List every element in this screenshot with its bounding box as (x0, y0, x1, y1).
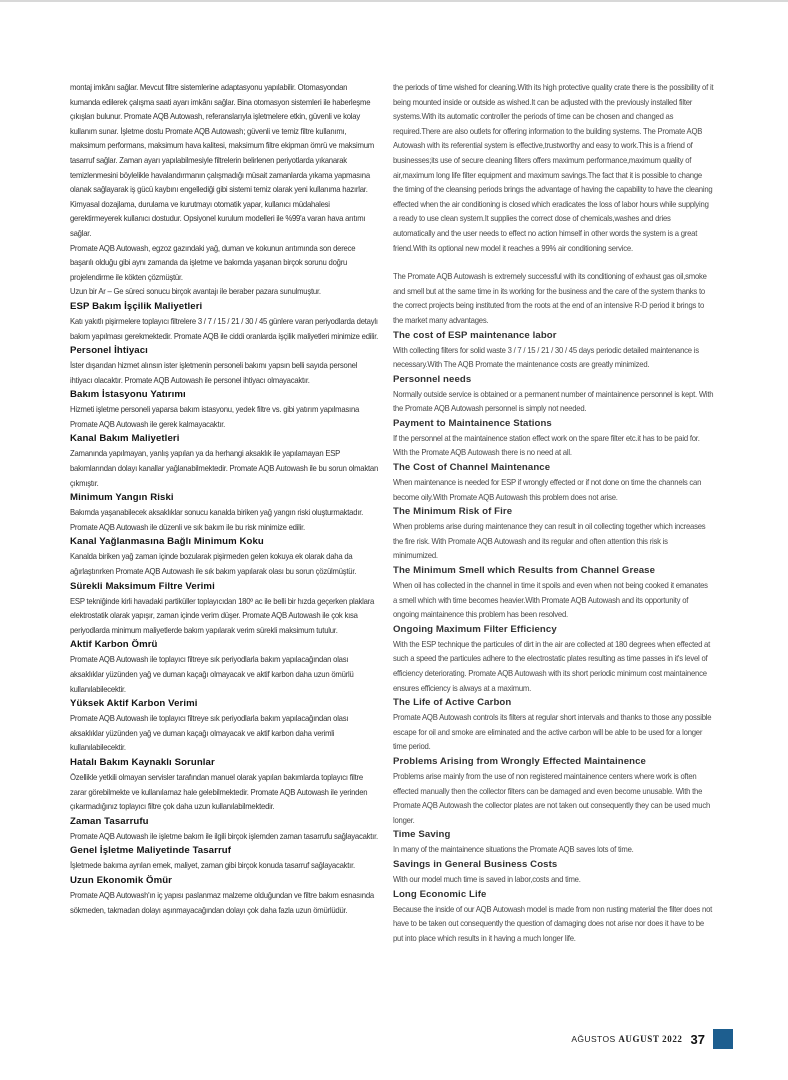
page-footer (571, 1029, 733, 1049)
section-text: İster dışarıdan hizmet alınsın ister işletmenin personeli bakımı yapsın belli sayıda personel ihtiyacı olacaktır. Promate AQB Autowash ile personel ihtiyacı olmayacaktır. (70, 360, 358, 385)
section-heading: Minimum Yangın Riski (70, 492, 174, 504)
section-text: Because the inside of our AQB Autowash model is made from non rusting material the filter does not have to be taken out consequently the question of damaging does not arise nor does it have to be put into place which results in it having a much longer life. (393, 903, 713, 943)
month-en: AUGUST 2022 (618, 1034, 683, 1044)
section-text: Promate AQB Autowash ile işletme bakım ile ilgili birçok işlemden zaman tasarrufu sağlayacaktır. (70, 830, 378, 841)
section-text: Promate AQB Autowash ile toplayıcı filtreye sık periyodlarla bakım yapılacağından olası aksaklıklar yüzünden yağ ve duman kaçağı olmayacak ve aktif karbon daha uzun ömürlü kullanılabilecektir. (70, 654, 354, 694)
section-heading: Aktif Karbon Ömrü (70, 639, 158, 651)
section-text: Özellikle yetkili olmayan servisler tarafından manuel olarak yapılan bakımlarda toplayıcı filtre zarar görebilmekte ve kullanılamaz hale gelebilmektedir. Promate AQB Autowash ile yerinden çıkarmadığınız toplayıcı filtre çok daha uzun kullanılabilmektedir. (70, 771, 368, 812)
left-paragraph-2: Promate AQB Autowash, egzoz gazındaki yağ, duman ve kokunun arıtımında son derece başarılı olduğu gibi aynı zamanda da işletme ve bakımda yaşanan birçok sorunu doğru projelendirme ile kökten çözmüştür. (70, 242, 356, 282)
section-text: With the ESP technique the particules of dirt in the air are collected at 180 degrees when effected at such a speed the particules adhere to the electrostatic plates resulting as time passes in it's level of efficiency deteriorating. Promate AQB Autowash with its short periodic minimum cost maintainence ensures efficiency is always at a maximum. (393, 638, 711, 693)
section-heading: The Cost of Channel Maintenance (393, 462, 551, 474)
top-border (0, 0, 788, 2)
section-text: Normally outside service is obtained or a permanent number of maintainence personnel is kept. With the Promate AQB Autowash personnel is simply not needed. (393, 388, 714, 414)
english-column (393, 80, 715, 945)
section-heading: ESP Bakım İşçilik Maliyetleri (70, 300, 203, 312)
section-text: İşletmede bakıma ayrılan emek, maliyet, zaman gibi birçok konuda tasarruf sağlayacaktır. (70, 860, 355, 871)
right-intro-paragraph: the periods of time wished for cleaning.With its high protective quality crate there is the possibility of it being mounted inside or outside as wished.It can be adjusted with the previously installed filter systems.With its automatic controller the periods of time can be chosen and changed as required.There are also outlets for offering information to the building systems. The Promate AQB Autowash with its referential system is effective,trustworthy and easy to work.This is a friend of businesses;its use of secure cleaning filters offers maximum performance,maximum quality of air,maximum long life filter equipment and maximum savings.The fact that it is possible to change the timing of the cleansing periods brings the advantage of having the capability to have the cleaning effected when the air conditioning is closed which eradicates the loss of labor hours while supplying a ready to use clean system.It supplies the correct dose of chemicals,washes and dries automatically and the user needs to effect no action himself in other words the system is a great friend.With its optional new model it reaches a 99% air conditioning service. (393, 82, 714, 253)
section-text: When oil has collected in the channel in time it spoils and even when not being cooked it emanates a smell which with time becomes heavier.With Promate AQB Autowash and its opportunity of ongoing maintainence this problem has been resolved. (393, 580, 708, 620)
section-heading: Yüksek Aktif Karbon Verimi (70, 698, 198, 710)
section-heading: Hatalı Bakım Kaynaklı Sorunlar (70, 756, 215, 768)
section-heading: Uzun Ekonomik Ömür (70, 874, 173, 886)
section-heading: Kanal Yağlanmasına Bağlı Minimum Koku (70, 536, 264, 548)
section-heading: Genel İşletme Maliyetinde Tasarruf (70, 845, 232, 857)
left-paragraph-3: Uzun bir Ar – Ge süreci sonucu birçok avantajı ile beraber pazara sunulmuştur. (70, 286, 321, 297)
section-text: Problems arise mainly from the use of non registered maintainence centers where work is often effected manually then the collector filters can be damaged and even become unusable. With the Promate AQB Autowash the collector plates are not taken out consequently they can be used much longer. (393, 770, 711, 825)
section-text: In many of the maintainence situations the Promate AQB saves lots of time. (393, 844, 634, 855)
paragraph-gap (393, 255, 715, 269)
section-text: Promate AQB Autowash controls its filters at regular short intervals and thanks to those any possible escape for oil and smoke are eliminated and the active carbon will be able to be used for a longer time period. (393, 712, 712, 752)
section-text: With our model much time is saved in labor,costs and time. (393, 873, 581, 884)
section-heading: Kanal Bakım Maliyetleri (70, 433, 180, 445)
section-heading: Long Economic Life (393, 888, 487, 900)
section-heading: Personnel needs (393, 373, 472, 385)
section-heading: Zaman Tasarrufu (70, 815, 149, 827)
left-intro-paragraph: montaj imkânı sağlar. Mevcut filtre sistemlerine adaptasyonu yapılabilir. Otomasyondan kumanda edilerek çalışma saati ayarı imkânı sağlar. Bina otomasyon sistemleri ile haberleşme çıkışları bulunur. Promate AQB Autowash, referanslarıyla işletmelere etkin, güvenli ve kolay kullanım sunar. İşletme dostu Promate AQB Autowash; güvenli ve temiz filtre kullanımı, maksimum performans, maksimum hava kalitesi, maksimum filtre ekipman ömrü ve maksimum tasarruf sağlar. Zaman ayarı yapılabilmesiyle filtrelerin belirlenen periyotlarda yıkanarak temizlenmesini böylelikle havalandırmanın çalışmadığı müsait zamanlarda yıkama yapmasına olanak sağlayarak iş gücü kaybını engellediği gibi sistemi temiz olarak yeni kullanıma hazırlar. Kimyasal dozajlama, durulama ve kurutmayı otomatik yapar, kullanıcı müdahalesi gerektirmeyerek kullanıcı dostudur. Opsiyonel kurulum modelleri ile %99'a varan hava arıtımı sağlar. (70, 82, 374, 238)
month-tr: AĞUSTOS (571, 1034, 616, 1044)
section-text: Bakımda yaşanabilecek aksaklıklar sonucu kanalda biriken yağ yangın riski oluşturmaktadır. Promate AQB Autowash ile düzenli ve sık bakım ile bu risk minimize edilir. (70, 507, 364, 532)
right-paragraph-2: The Promate AQB Autowash is extremely successful with its conditioning of exhaust gas oil,smoke and smell but at the same time in its working for the business and the care of the system thanks to the correct projects being instituted from the roots at the end of an intensive R-D period it brings to the market many advantages. (393, 271, 707, 325)
section-text: If the personnel at the maintainence station effect work on the spare filter etc.it has to be paid for. With the Promate AQB Autowash there is no need at all. (393, 432, 700, 458)
section-heading: Ongoing Maximum Filter Efficiency (393, 623, 557, 635)
section-heading: Problems Arising from Wrongly Effected Maintainence (393, 755, 646, 767)
section-heading: Payment to Maintainence Stations (393, 417, 552, 429)
section-heading: The Life of Active Carbon (393, 697, 512, 709)
section-text: Hizmeti işletme personeli yaparsa bakım istasyonu, yedek filtre vs. gibi yatırım yapılmasına Promate AQB Autowash ile gerek kalmayacaktır. (70, 404, 360, 429)
section-text: With collecting filters for solid waste 3 / 7 / 15 / 21 / 30 / 45 days periodic detailed maintenance is necessary.With The AQB Promate the maintenance costs are greatly minimized. (393, 344, 699, 370)
section-text: When problems arise during maintenance they can result in oil collecting together which increases the fire risk. With Promate AQB Autowash and its regular and often attention this risk is minimumized. (393, 521, 706, 561)
section-text: When maintenance is needed for ESP if wrongly effected or if not done on time the channels can become oily.With Promate AQB Autowash this problem does not arise. (393, 477, 702, 502)
turkish-column (70, 80, 380, 917)
page-number: 37 (690, 1031, 705, 1047)
section-text: Kanalda biriken yağ zaman içinde bozularak pişirmeden gelen kokuya ek olarak daha da ağırlaştırırken Promate AQB Autowash ile sık bakım yapılarak olası bu sorun çözülmüştür. (70, 551, 357, 577)
section-heading: The cost of ESP maintenance labor (393, 329, 557, 341)
section-heading: Sürekli Maksimum Filtre Verimi (70, 580, 215, 592)
section-text: Promate AQB Autowash ile toplayıcı filtreye sık periyodlarla bakım yapılacağından olası aksaklıklar yüzünden yağ ve duman kaçağı olmayacak ve aktif karbon daha verimli kullanılabilecektir. (70, 713, 349, 753)
accent-square (713, 1029, 733, 1049)
issue-date (571, 1034, 682, 1044)
left-sections (70, 299, 380, 917)
section-text: Promate AQB Autowash'ın iç yapısı paslanmaz malzeme olduğundan ve filtre bakım esnasında sökmeden, takmadan dolayı aşınmayacağından dolayı çok daha fazla uzun ömürlüdür. (70, 889, 374, 915)
right-sections (393, 328, 715, 946)
section-heading: The Minimum Smell which Results from Channel Grease (393, 565, 656, 577)
section-heading: Personel İhtiyacı (70, 345, 148, 357)
section-heading: Savings in General Business Costs (393, 858, 558, 870)
section-text: Zamanında yapılmayan, yanlış yapılan ya da herhangi aksaklık ile yapılamayan ESP bakımlarından dolayı kanallar yağlanabilmektedir. Promate AQB Autowash ile bu sorun olmaktan çıkmıştır. (70, 448, 379, 488)
section-heading: Bakım İstasyonu Yatırımı (70, 389, 186, 401)
section-heading: Time Saving (393, 829, 451, 841)
section-heading: The Minimum Risk of Fire (393, 506, 513, 518)
section-text: ESP tekniğinde kirli havadaki partiküller toplayıcıdan 180º ac ile belli bir hızda geçerken plaklara elektrostatik olarak yapışır, zaman içinde verim düşer. Promate AQB Autowash ile çok kısa periyodlarda minimum maliyetlerde bakım yapılarak verim sürekli maksimum tutulur. (70, 595, 375, 635)
section-text: Katı yakıtlı pişirmelere toplayıcı filtrelere 3 / 7 / 15 / 21 / 30 / 45 günlere varan periyodlarda detaylı bakım yapılması gerekmektedir. Promate AQB ile ciddi oranlarda işçilik maliyetleri minimize edilir. (70, 315, 379, 341)
